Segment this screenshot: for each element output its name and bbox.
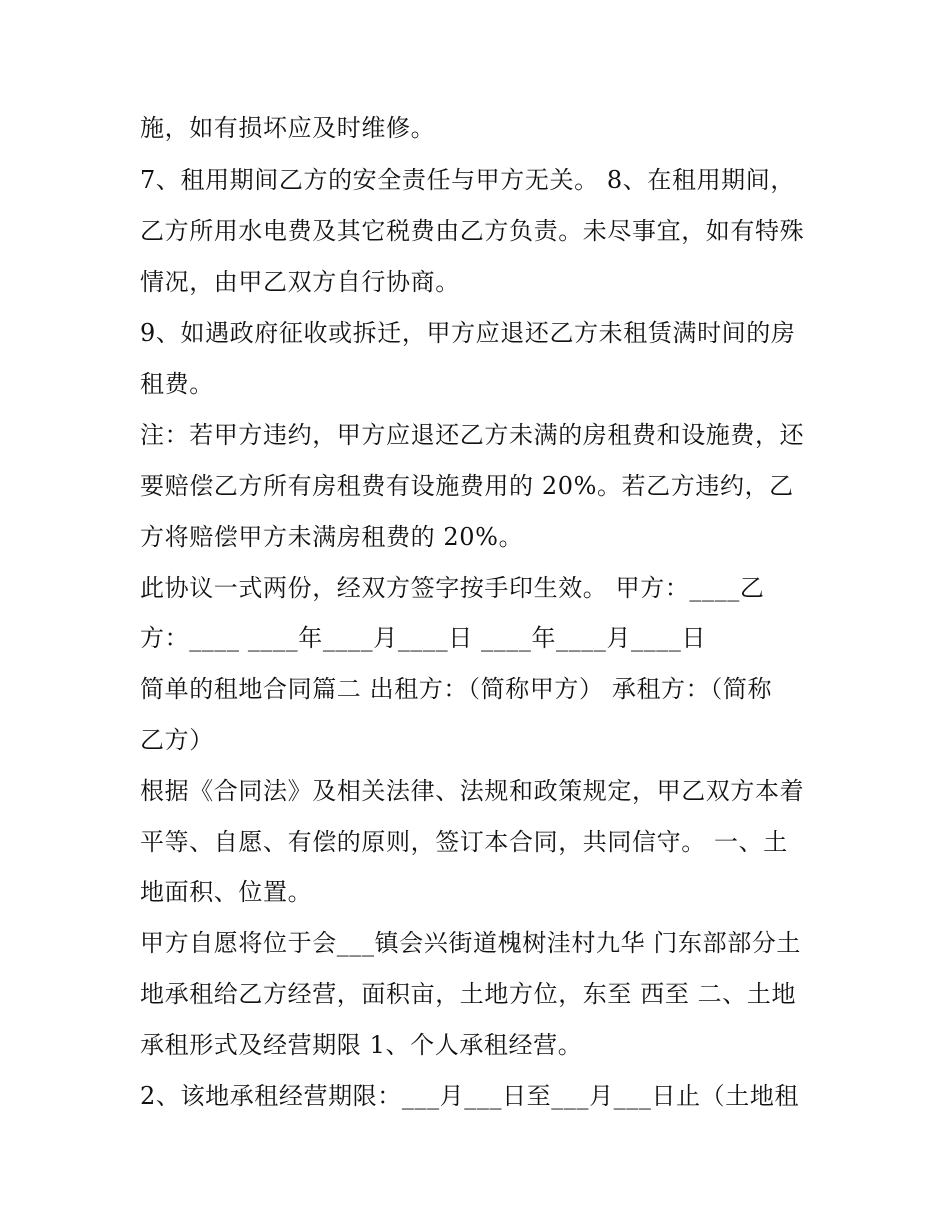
text-line: 乙方）: [140, 726, 214, 754]
text-line: 9、如遇政府征收或拆迁，甲方应退还乙方未租赁满时间的房: [140, 319, 796, 347]
text-line: 平等、自愿、有偿的原则，签订本合同，共同信守。 一、土: [140, 828, 788, 856]
text-line: 根据《合同法》及相关法律、法规和政策规定，甲乙双方本着: [140, 777, 805, 805]
text-line: 甲方自愿将位于会___镇会兴街道槐树洼村九华 门东部部分土: [140, 929, 802, 957]
text-line: 方：____ ____年____月____日 ____年____月____日: [140, 624, 707, 652]
text-line: 情况，由甲乙双方自行协商。: [140, 268, 460, 296]
text-line: 7、租用期间乙方的安全责任与甲方无关。 8、在租用期间，: [140, 166, 795, 194]
text-line: 租费。: [140, 370, 214, 398]
text-line: 此协议一式两份，经双方签字按手印生效。 甲方：____乙: [140, 574, 765, 602]
text-line: 地面积、位置。: [140, 878, 313, 906]
text-line: 地承租给乙方经营，面积亩，土地方位，东至 西至 二、土地: [140, 980, 797, 1008]
text-line: 2、该地承租经营期限：___月___日至___月___日止（土地租: [140, 1082, 800, 1110]
text-line: 乙方所用水电费及其它税费由乙方负责。未尽事宜，如有特殊: [140, 217, 805, 245]
text-line: 要赔偿乙方所有房租费有设施费用的 20%。若乙方违约，乙: [140, 472, 794, 500]
text-line: 简单的租地合同篇二 出租方：（简称甲方） 承租方：（简称: [140, 675, 773, 703]
text-line: 方将赔偿甲方未满房租费的 20%。: [140, 523, 524, 551]
text-line: 施，如有损坏应及时维修。: [140, 114, 436, 142]
text-line: 注：若甲方违约，甲方应退还乙方未满的房租费和设施费，还: [140, 421, 805, 449]
text-line: 承租形式及经营期限 1、个人承租经营。: [140, 1031, 583, 1059]
